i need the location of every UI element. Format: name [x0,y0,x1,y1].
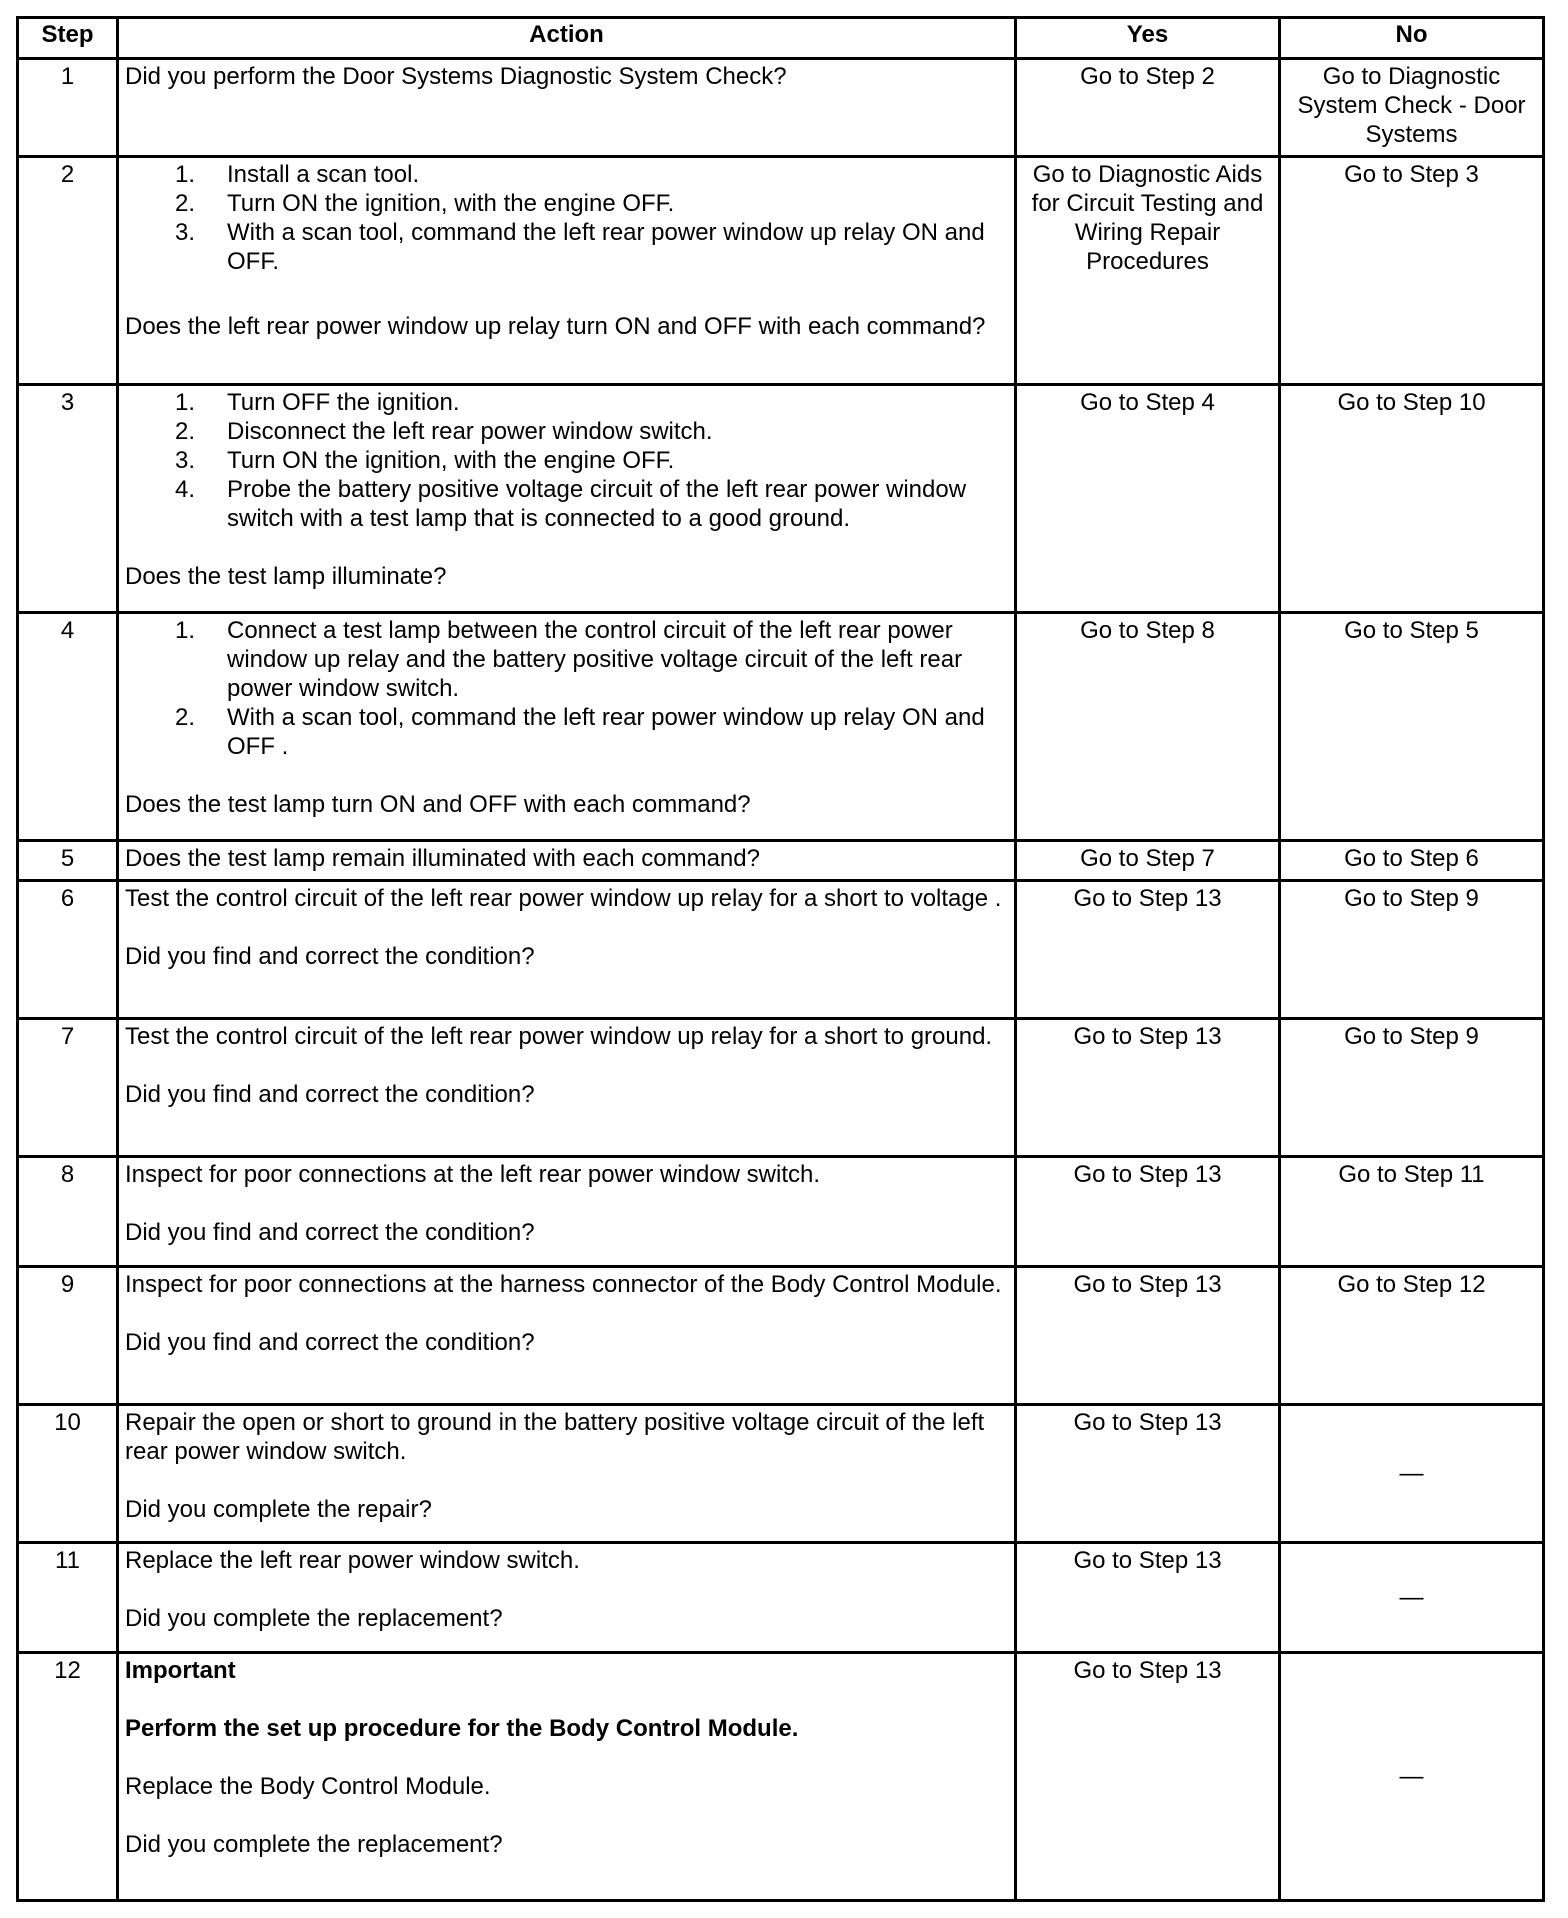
step-number: 4 [18,613,118,841]
procedure-item [125,703,1008,761]
procedure-text: Install a scan tool. [227,161,420,188]
yes-result: Go to Step 13 [1016,1543,1280,1653]
header-yes: Yes [1016,18,1280,59]
step-number: 3 [18,385,118,613]
procedure-text: Disconnect the left rear power window switch. [227,418,713,445]
table-row [18,881,1544,1019]
yes-result: Go to Step 13 [1016,1157,1280,1267]
no-result: — [1280,1653,1544,1901]
step-number: 10 [18,1405,118,1543]
yes-result: Go to Step 13 [1016,1267,1280,1405]
no-result: Go to Step 9 [1280,1019,1544,1157]
procedure-item [125,218,1008,276]
procedure-text: Turn ON the ignition, with the engine OFF. [227,190,675,217]
action-cell [118,1019,1016,1157]
table-row [18,841,1544,881]
instruction-text: Test the control circuit of the left rear power window up relay for a short to ground. [125,1023,993,1050]
important-label: Important [125,1657,236,1684]
procedure-text: Turn ON the ignition, with the engine OFF. [227,447,675,474]
no-result: Go to Step 6 [1280,841,1544,881]
procedure-text: Turn OFF the ignition. [227,389,460,416]
instruction-text: Repair the open or short to ground in the battery positive voltage circuit of the left rear power window switch. [125,1409,985,1465]
question-text: Does the test lamp illuminate? [125,563,447,590]
yes-result: Go to Step 2 [1016,59,1280,157]
step-number: 5 [18,841,118,881]
no-result: Go to Step 9 [1280,881,1544,1019]
procedure-text: With a scan tool, command the left rear power window up relay ON and OFF. [227,219,985,275]
question-text: Did you find and correct the condition? [125,1329,535,1356]
procedure-number: 2. [175,190,196,217]
diagnostic-table [16,16,1545,1902]
action-cell [118,841,1016,881]
no-result: Go to Step 5 [1280,613,1544,841]
procedure-list [125,160,1008,276]
step-number: 2 [18,157,118,385]
question-text: Did you perform the Door Systems Diagnostic System Check? [125,63,787,90]
no-result: Go to Step 11 [1280,1157,1544,1267]
step-number: 7 [18,1019,118,1157]
procedure-number: 1. [175,389,196,416]
diagnostic-table-container [16,16,1542,1902]
yes-result: Go to Step 13 [1016,881,1280,1019]
procedure-number: 2. [175,418,196,445]
action-cell [118,59,1016,157]
step-number: 12 [18,1653,118,1901]
step-number: 11 [18,1543,118,1653]
yes-result: Go to Step 13 [1016,1653,1280,1901]
procedure-number: 1. [175,161,196,188]
table-row [18,1405,1544,1543]
question-text: Did you complete the repair? [125,1496,432,1523]
procedure-item [125,475,1008,533]
action-cell [118,1405,1016,1543]
question-text: Does the test lamp turn ON and OFF with each command? [125,791,751,818]
no-result: Go to Step 12 [1280,1267,1544,1405]
question-text: Did you find and correct the condition? [125,1219,535,1246]
no-result: Go to Step 10 [1280,385,1544,613]
question-text: Does the test lamp remain illuminated with each command? [125,845,760,872]
procedure-number: 3. [175,447,196,474]
action-cell [118,157,1016,385]
procedure-text: Connect a test lamp between the control circuit of the left rear power window up relay and the battery positive voltage circuit of the left rear power window switch. [227,617,963,702]
header-action: Action [118,18,1016,59]
yes-result: Go to Step 8 [1016,613,1280,841]
table-row [18,1019,1544,1157]
procedure-number: 4. [175,476,196,503]
header-no: No [1280,18,1544,59]
step-number: 9 [18,1267,118,1405]
instruction-text: Test the control circuit of the left rear power window up relay for a short to voltage . [125,885,1002,912]
instruction-text: Inspect for poor connections at the left rear power window switch. [125,1161,821,1188]
action-cell [118,881,1016,1019]
procedure-item [125,388,1008,417]
table-row [18,1653,1544,1901]
no-result: — [1280,1543,1544,1653]
question-text: Did you find and correct the condition? [125,1081,535,1108]
instruction-text: Replace the left rear power window switch. [125,1547,580,1574]
procedure-list [125,616,1008,761]
instruction-text: Inspect for poor connections at the harness connector of the Body Control Module. [125,1271,1002,1298]
yes-result: Go to Diagnostic Aids for Circuit Testing and Wiring Repair Procedures [1016,157,1280,385]
header-row [18,18,1544,59]
instruction-text: Replace the Body Control Module. [125,1773,491,1800]
yes-result: Go to Step 4 [1016,385,1280,613]
step-number: 8 [18,1157,118,1267]
procedure-item [125,616,1008,703]
no-result: — [1280,1405,1544,1543]
step-number: 1 [18,59,118,157]
table-row [18,1543,1544,1653]
header-step: Step [18,18,118,59]
table-row [18,385,1544,613]
table-row [18,1267,1544,1405]
procedure-item [125,189,1008,218]
table-row [18,1157,1544,1267]
action-cell [118,1653,1016,1901]
action-cell [118,1267,1016,1405]
question-text: Did you find and correct the condition? [125,943,535,970]
table-row [18,59,1544,157]
yes-result: Go to Step 7 [1016,841,1280,881]
procedure-item [125,160,1008,189]
action-cell [118,1543,1016,1653]
procedure-number: 2. [175,704,196,731]
action-cell [118,385,1016,613]
procedure-text: With a scan tool, command the left rear power window up relay ON and OFF . [227,704,985,760]
table-row [18,157,1544,385]
procedure-number: 3. [175,219,196,246]
step-number: 6 [18,881,118,1019]
question-text: Does the left rear power window up relay turn ON and OFF with each command? [125,313,986,340]
question-text: Did you complete the replacement? [125,1605,503,1632]
yes-result: Go to Step 13 [1016,1019,1280,1157]
procedure-item [125,417,1008,446]
procedure-text: Probe the battery positive voltage circuit of the left rear power window switch with a test lamp that is connected to a good ground. [227,476,967,532]
no-result: Go to Step 3 [1280,157,1544,385]
table-row [18,613,1544,841]
yes-result: Go to Step 13 [1016,1405,1280,1543]
action-cell [118,1157,1016,1267]
procedure-list [125,388,1008,533]
procedure-number: 1. [175,617,196,644]
procedure-item [125,446,1008,475]
important-text: Perform the set up procedure for the Body Control Module. [125,1715,799,1742]
action-cell [118,613,1016,841]
question-text: Did you complete the replacement? [125,1831,503,1858]
no-result: Go to Diagnostic System Check - Door Systems [1280,59,1544,157]
